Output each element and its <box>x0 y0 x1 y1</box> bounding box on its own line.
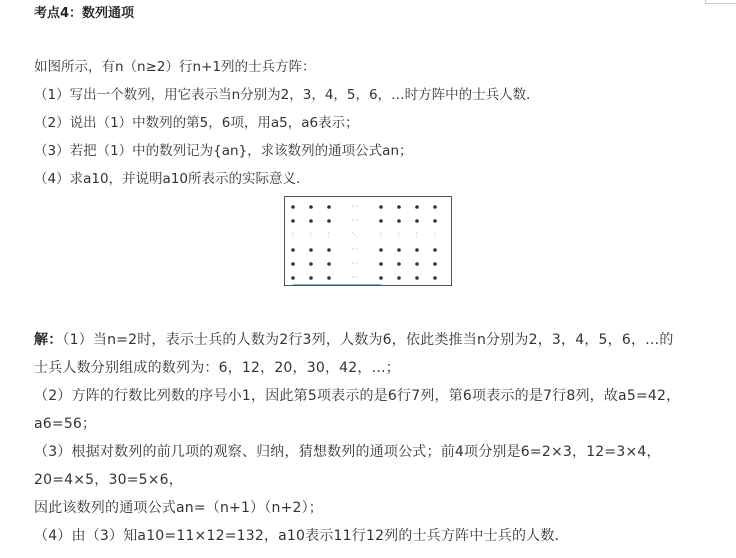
horizontal-ellipsis: ··· <box>351 259 359 268</box>
soldier-dot <box>291 219 295 223</box>
soldier-dot <box>309 248 313 252</box>
horizontal-ellipsis: ··· <box>351 245 359 254</box>
vertical-ellipsis: ⋮ <box>307 231 315 239</box>
soldier-dot <box>291 276 295 280</box>
soldier-dot <box>397 205 401 209</box>
soldier-dot <box>415 219 419 223</box>
soldier-dot <box>291 262 295 266</box>
vertical-ellipsis: ⋮ <box>395 231 403 239</box>
soldier-dot <box>379 248 383 252</box>
soldier-dot <box>291 205 295 209</box>
soldier-dot <box>415 262 419 266</box>
solution-line-5: （3）根据对数列的前几项的观察、归纳，猜想数列的通项公式；前4项分别是6=2×3，12=3×4， <box>34 444 661 460</box>
solution-line-8: （4）由（3）知a10=11×12=132，a10表示11行12列的士兵方阵中士兵的人数． <box>34 528 569 544</box>
soldier-dot <box>327 219 331 223</box>
solution-label: 解： <box>34 332 63 348</box>
soldier-dot <box>379 262 383 266</box>
question-intro: 如图所示，有n（n≥2）行n+1列的士兵方阵： <box>34 59 316 75</box>
soldier-dot <box>397 248 401 252</box>
section-heading: 考点4：数列通项 <box>34 6 135 21</box>
soldier-dot <box>433 276 437 280</box>
soldier-dot <box>327 262 331 266</box>
solution-line-7: 因此该数列的通项公式an=（n+1）（n+2）； <box>34 500 324 516</box>
soldier-dot <box>327 248 331 252</box>
soldier-dot <box>309 219 313 223</box>
solution-line-4: a6=56； <box>34 416 97 432</box>
solution-line-1 <box>34 330 674 350</box>
soldier-dot <box>309 205 313 209</box>
soldier-dot <box>309 262 313 266</box>
question-part-1: （1）写出一个数列，用它表示当n分别为2，3，4，5，6，…时方阵中的士兵人数． <box>34 87 540 103</box>
diagonal-ellipsis: ⋱ <box>351 231 359 239</box>
soldier-dot <box>379 205 383 209</box>
soldier-dot <box>397 219 401 223</box>
figure-underline <box>293 284 381 285</box>
soldier-dot <box>433 205 437 209</box>
solution-line-3: （2）方阵的行数比列数的序号小1，因此第5项表示的是6行7列，第6项表示的是7行8列，故a5=42， <box>34 388 681 404</box>
soldier-dot <box>397 262 401 266</box>
soldier-dot <box>327 276 331 280</box>
vertical-ellipsis: ⋮ <box>325 231 333 239</box>
horizontal-ellipsis: ··· <box>351 273 359 282</box>
soldier-dot <box>415 248 419 252</box>
vertical-ellipsis: ⋮ <box>413 231 421 239</box>
soldier-formation-figure <box>284 196 452 286</box>
soldier-dot <box>433 262 437 266</box>
solution-line-2: 士兵人数分别组成的数列为：6，12，20，30，42，…； <box>34 360 400 376</box>
corner-decoration <box>705 0 736 4</box>
question-part-4: （4）求a10，并说明a10所表示的实际意义． <box>34 171 310 187</box>
question-part-3: （3）若把（1）中的数列记为{an}，求该数列的通项公式an； <box>34 143 413 159</box>
soldier-dot <box>397 276 401 280</box>
soldier-dot <box>433 219 437 223</box>
vertical-ellipsis: ⋮ <box>377 231 385 239</box>
horizontal-ellipsis: ··· <box>351 202 359 211</box>
dot-matrix <box>285 197 451 285</box>
question-part-2: （2）说出（1）中数列的第5，6项，用a5，a6表示； <box>34 115 359 131</box>
horizontal-ellipsis: ··· <box>351 216 359 225</box>
soldier-dot <box>415 276 419 280</box>
vertical-ellipsis: ⋮ <box>289 231 297 239</box>
soldier-dot <box>327 205 331 209</box>
soldier-dot <box>379 219 383 223</box>
soldier-dot <box>415 205 419 209</box>
solution-line-6: 20=4×5，30=5×6， <box>34 472 183 488</box>
solution-line-1-text: （1）当n=2时，表示士兵的人数为2行3列，人数为6，依此类推当n分别为2，3，4，5，6，…的 <box>62 332 674 348</box>
soldier-dot <box>379 276 383 280</box>
soldier-dot <box>309 276 313 280</box>
soldier-dot <box>291 248 295 252</box>
vertical-ellipsis: ⋮ <box>431 231 439 239</box>
soldier-dot <box>433 248 437 252</box>
